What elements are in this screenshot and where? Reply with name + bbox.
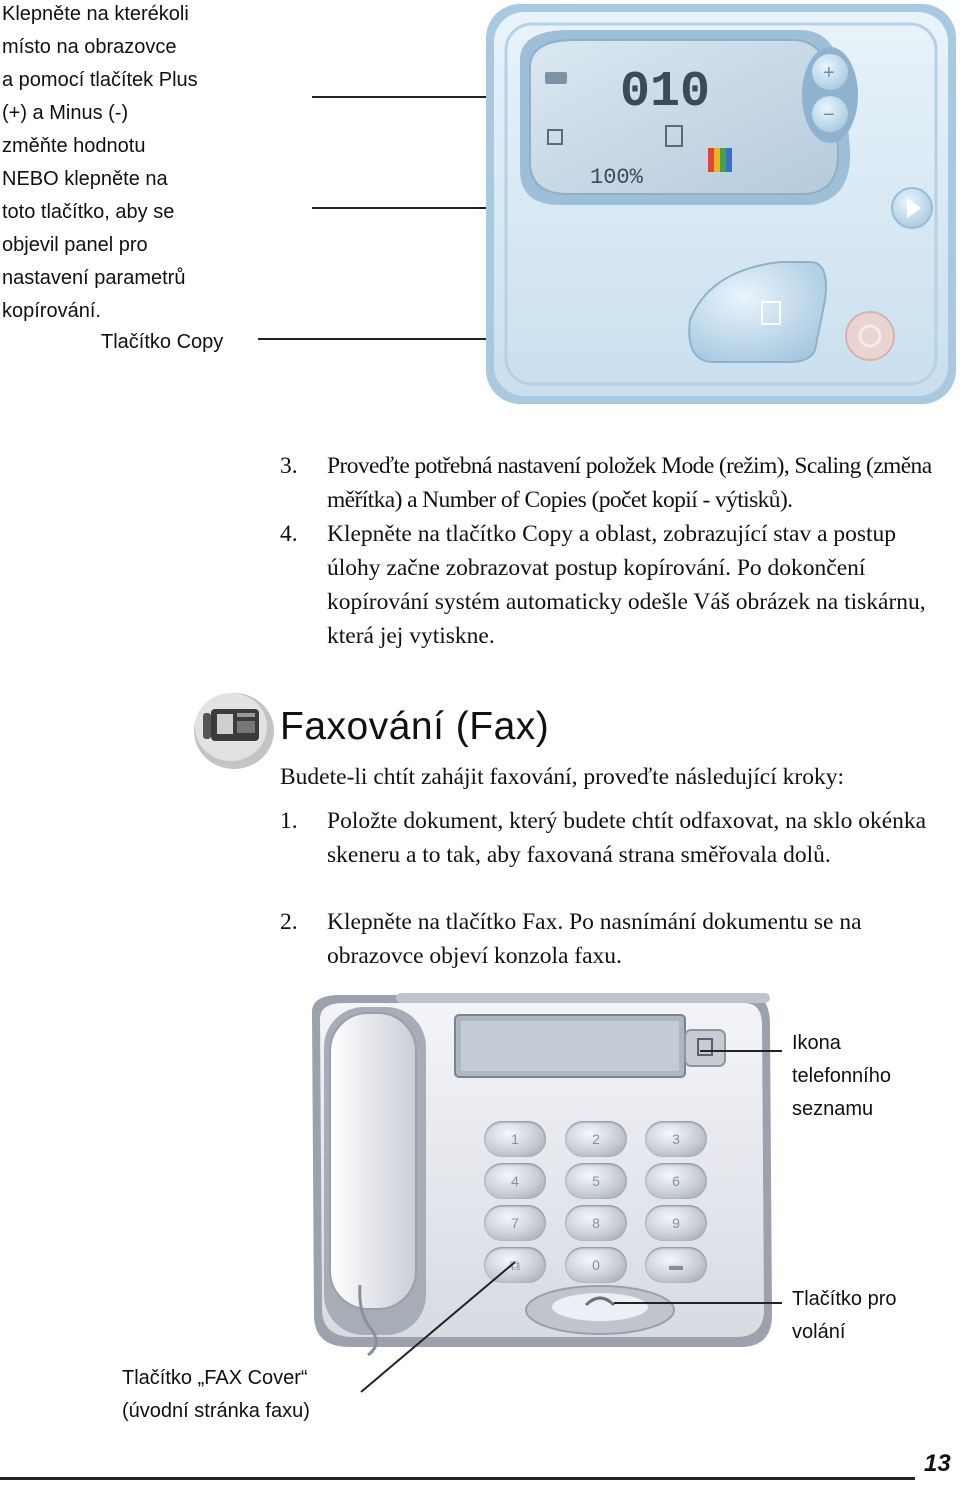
step-number: 4. <box>280 521 298 547</box>
callout-line: změňte hodnotu <box>2 135 146 157</box>
callout-line: Ikona <box>792 1032 841 1054</box>
minus-button-label: − <box>823 104 835 126</box>
fax-step-2 <box>280 905 955 975</box>
key-6[interactable]: 6 <box>645 1163 707 1199</box>
fax-section-intro: Budete-li chtít zahájit faxování, proveďte následující kroky: <box>280 764 844 790</box>
step-text: Proveďte potřebná nastavení položek Mode (režim), Scaling (změna měřítka) a Number of Copies (počet kopií - výtisků). <box>327 453 932 513</box>
step-text: Položte dokument, který budete chtít odfaxovat, na sklo okénka skeneru a to tak, aby faxovaná strana směřovala dolů. <box>327 808 927 868</box>
leader-line-phonebook <box>700 1050 782 1052</box>
callout-line: kopírování. <box>2 300 101 322</box>
fax-section-heading: Faxování (Fax) <box>280 705 550 748</box>
leader-line-fax-cover <box>355 1258 525 1398</box>
key-7[interactable]: 7 <box>484 1205 546 1241</box>
callout-line: toto tlačítko, aby se <box>2 201 175 223</box>
step-number: 2. <box>280 909 298 935</box>
callout-line: objevil panel pro <box>2 234 148 256</box>
fax-cover-callout <box>122 1362 310 1428</box>
callout-line: NEBO klepněte na <box>2 168 168 190</box>
fax-step-1 <box>280 804 955 908</box>
footer-rule <box>0 1477 915 1480</box>
callout-line: volání <box>792 1321 846 1343</box>
copy-button-callout: Tlačítko Copy <box>101 331 224 353</box>
plus-button-label: + <box>823 62 835 84</box>
leader-line-call <box>614 1302 782 1304</box>
counter-display: 010 <box>620 64 711 121</box>
call-button-callout <box>792 1283 896 1349</box>
copy-step-4 <box>280 517 955 657</box>
key-1[interactable]: 1 <box>484 1121 546 1157</box>
callout-line: seznamu <box>792 1098 874 1120</box>
key-3[interactable]: 3 <box>645 1121 707 1157</box>
callout-line: (úvodní stránka faxu) <box>122 1400 310 1422</box>
callout-line: telefonního <box>792 1065 891 1087</box>
copy-panel-illustration <box>480 0 960 410</box>
key-9[interactable]: 9 <box>645 1205 707 1241</box>
key-8[interactable]: 8 <box>565 1205 627 1241</box>
callout-line: Tlačítko „FAX Cover“ <box>122 1367 308 1389</box>
key-0[interactable]: 0 <box>565 1247 627 1283</box>
callout-line: (+) a Minus (-) <box>2 102 129 124</box>
step-number: 3. <box>280 453 298 479</box>
fax-section-icon <box>193 689 275 771</box>
fax-cover-key[interactable]: ⧉ <box>484 1247 546 1283</box>
callout-line: místo na obrazovce <box>2 36 177 58</box>
step-number: 1. <box>280 808 298 834</box>
copy-step-3 <box>280 449 955 519</box>
step-text: Klepněte na tlačítko Copy a oblast, zobrazující stav a postup úlohy začne zobrazovat postup kopírování. Po dokončení kopírování systém automaticky odešle Váš obrázek na tiskárnu, která jej vytiskne. <box>327 521 926 649</box>
scale-display: 100% <box>590 165 643 190</box>
copy-instruction-callout <box>2 0 262 328</box>
key-4[interactable]: 4 <box>484 1163 546 1199</box>
key-2[interactable]: 2 <box>565 1121 627 1157</box>
phonebook-icon-callout <box>792 1027 891 1126</box>
callout-line: a pomocí tlačítek Plus <box>2 69 198 91</box>
callout-line: Tlačítko pro <box>792 1288 897 1310</box>
callout-line: nastavení parametrů <box>2 267 186 289</box>
key-5[interactable]: 5 <box>565 1163 627 1199</box>
page-number: 13 <box>924 1450 951 1477</box>
callout-line: Klepněte na kterékoli <box>2 3 189 25</box>
key-hash[interactable]: ▬ <box>645 1247 707 1283</box>
step-text: Klepněte na tlačítko Fax. Po nasnímání dokumentu se na obrazovce objeví konzola faxu. <box>327 909 862 969</box>
